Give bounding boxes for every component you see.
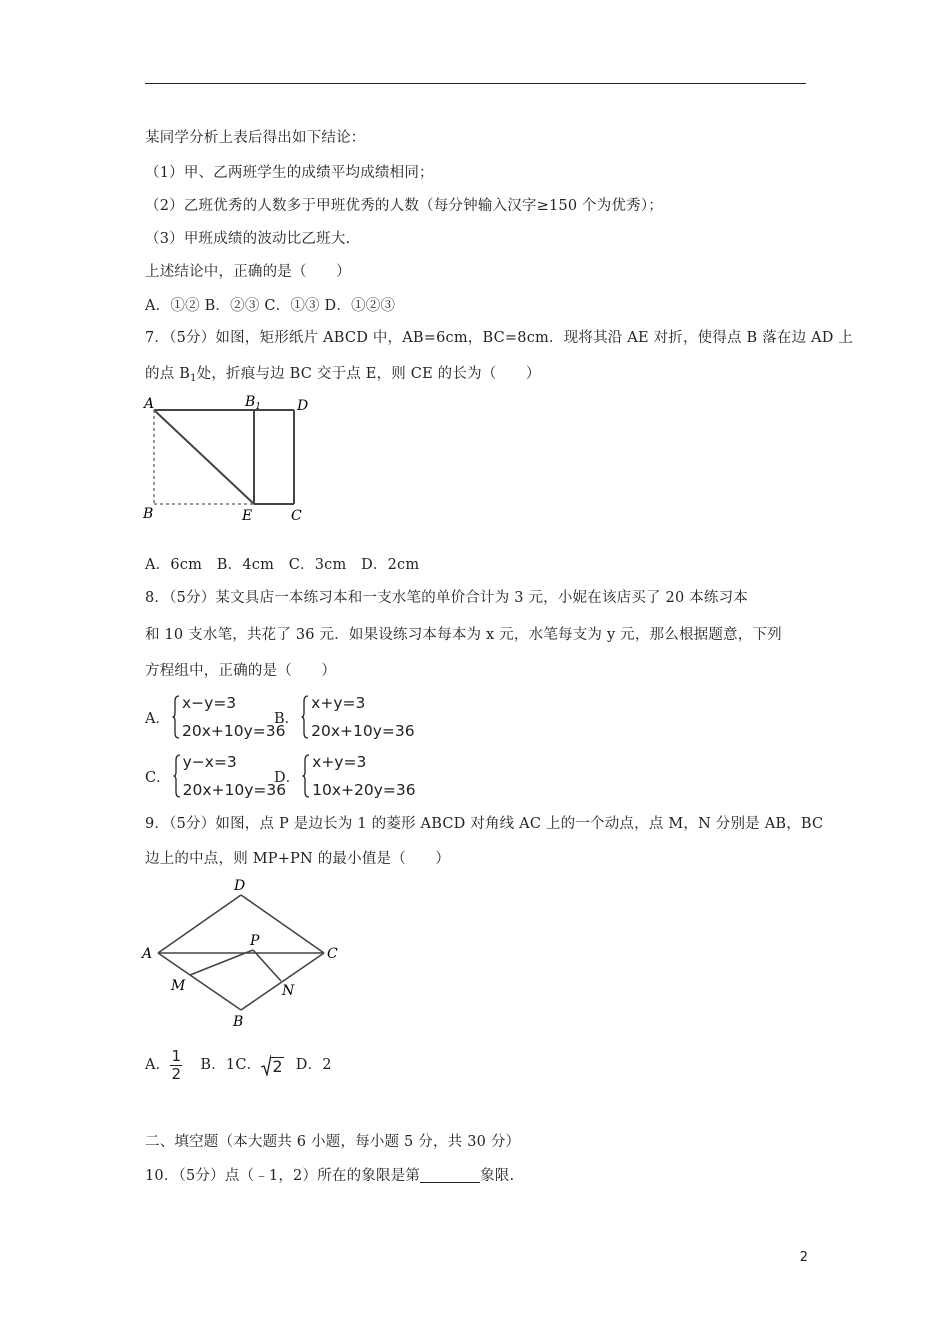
q8-option-a-eqs xyxy=(182,692,286,742)
brace-icon xyxy=(172,695,180,739)
q7-diagram xyxy=(140,392,320,527)
fold-AE xyxy=(154,410,254,504)
q8-option-c xyxy=(145,751,286,801)
q6-ask: 上述结论中，正确的是（ ） xyxy=(145,264,351,280)
q7-line2 xyxy=(145,364,541,389)
q7-line2-pre: 的点 B xyxy=(145,366,191,382)
q8-option-d-eqs xyxy=(312,751,416,801)
q8-option-b-eqs xyxy=(311,692,415,742)
page-number: 2 xyxy=(799,1250,808,1265)
q8-option-c-label: C． xyxy=(145,769,171,786)
q8-option-b xyxy=(274,692,415,742)
q8-option-a-eq2: 20x+10y=36 xyxy=(181,722,286,740)
q8-line1: 8．（5分）某文具店一本练习本和一支水笔的单价合计为 3 元，小妮在该店买了 20 本练习本 xyxy=(145,590,749,606)
segment-PN xyxy=(253,950,281,981)
conclusion-1: （1）甲、乙两班学生的成绩平均成绩相同； xyxy=(145,165,434,181)
edge-AD xyxy=(158,895,241,953)
label-N: N xyxy=(282,983,295,999)
label-A: A xyxy=(144,396,155,412)
q8-option-c-eq2: 20x+10y=36 xyxy=(182,781,287,799)
label-D: D xyxy=(234,878,246,894)
q8-option-d xyxy=(274,751,416,801)
label-P: P xyxy=(250,933,260,949)
q7-line2-sub: 1 xyxy=(190,373,197,384)
q9-option-d: D．2 xyxy=(295,1057,332,1073)
q7-options: A．6cm B．4cm C．3cm D．2cm xyxy=(145,557,420,573)
q8-option-a-label: A． xyxy=(145,710,170,727)
edge-BC xyxy=(241,953,324,1010)
q10-answer-blank[interactable] xyxy=(420,1168,480,1183)
q9-option-b: B．1 xyxy=(200,1057,236,1073)
q6-options: A．①② B．②③ C．①③ D．①②③ xyxy=(145,298,396,314)
q9-figure xyxy=(138,874,348,1032)
q9-line2: 边上的中点，则 MP+PN 的最小值是（ ） xyxy=(145,851,451,867)
label-B: B xyxy=(143,506,154,522)
section2-title: 二、填空题（本大题共 6 小题，每小题 5 分，共 30 分） xyxy=(145,1134,521,1150)
label-C: C xyxy=(291,508,302,524)
conclusion-2: （2）乙班优秀的人数多于甲班优秀的人数（每分钟输入汉字≥150 个为优秀）； xyxy=(145,198,664,214)
q9-option-a-label: A． xyxy=(145,1057,171,1073)
q8-option-d-label: D． xyxy=(274,769,301,786)
q8-option-a-eq1: x−y=3 xyxy=(181,694,237,712)
label-E: E xyxy=(242,508,253,524)
label-B1: $B_1$ xyxy=(245,394,262,412)
q7-line1: 7．（5分）如图，矩形纸片 ABCD 中，AB=6cm，BC=8cm．现将其沿 AE 对折，使得点 B 落在边 AD 上 xyxy=(145,330,854,346)
label-M: M xyxy=(171,978,186,994)
frac-numerator: 1 xyxy=(171,1046,182,1065)
q7-figure xyxy=(140,392,320,527)
conclusion-3: （3）甲班成绩的波动比乙班大. xyxy=(145,231,351,247)
frac-denominator: 2 xyxy=(171,1064,182,1083)
q9-options xyxy=(145,1048,332,1082)
q8-line3: 方程组中，正确的是（ ） xyxy=(145,663,337,679)
label-A: A xyxy=(142,946,153,962)
intro-lead: 某同学分析上表后得出如下结论： xyxy=(145,130,366,146)
q8-option-d-eq1: x+y=3 xyxy=(312,753,367,771)
radical-sign-icon xyxy=(261,1054,271,1076)
label-C: C xyxy=(327,946,338,962)
sqrt-radicand: 2 xyxy=(272,1057,283,1076)
label-D: D xyxy=(297,398,309,414)
q8-option-a xyxy=(145,692,285,742)
q7-line2-post: 处，折痕与边 BC 交于点 E，则 CE 的长为（ ） xyxy=(196,366,541,382)
q9-line1: 9．（5分）如图，点 P 是边长为 1 的菱形 ABCD 对角线 AC 上的一个动点，点 M，N 分别是 AB，BC xyxy=(145,816,824,832)
q8-option-d-eq2: 10x+20y=36 xyxy=(312,781,416,799)
sqrt-two xyxy=(261,1054,283,1076)
q8-option-b-eq1: x+y=3 xyxy=(311,694,366,712)
brace-icon xyxy=(302,754,310,798)
q8-option-b-label: B． xyxy=(274,710,300,727)
header-rule xyxy=(145,83,806,84)
q10-pre: 10．（5分）点（﹣1，2）所在的象限是第 xyxy=(145,1168,421,1184)
fraction-one-half xyxy=(170,1048,182,1083)
q8-option-b-eq2: 20x+10y=36 xyxy=(311,722,415,740)
brace-icon xyxy=(301,695,309,739)
q9-diagram xyxy=(138,874,348,1032)
label-B: B xyxy=(233,1014,244,1030)
q10 xyxy=(145,1166,514,1186)
q9-option-c-label: C． xyxy=(235,1057,262,1073)
q8-option-c-eqs xyxy=(183,751,287,801)
q8-line2: 和 10 支水笔，共花了 36 元．如果设练习本每本为 x 元，水笔每支为 y 元，那么根据题意，下列 xyxy=(145,627,782,643)
q10-post: 象限. xyxy=(480,1168,515,1184)
q8-option-c-eq1: y−x=3 xyxy=(182,753,237,771)
brace-icon xyxy=(173,754,181,798)
